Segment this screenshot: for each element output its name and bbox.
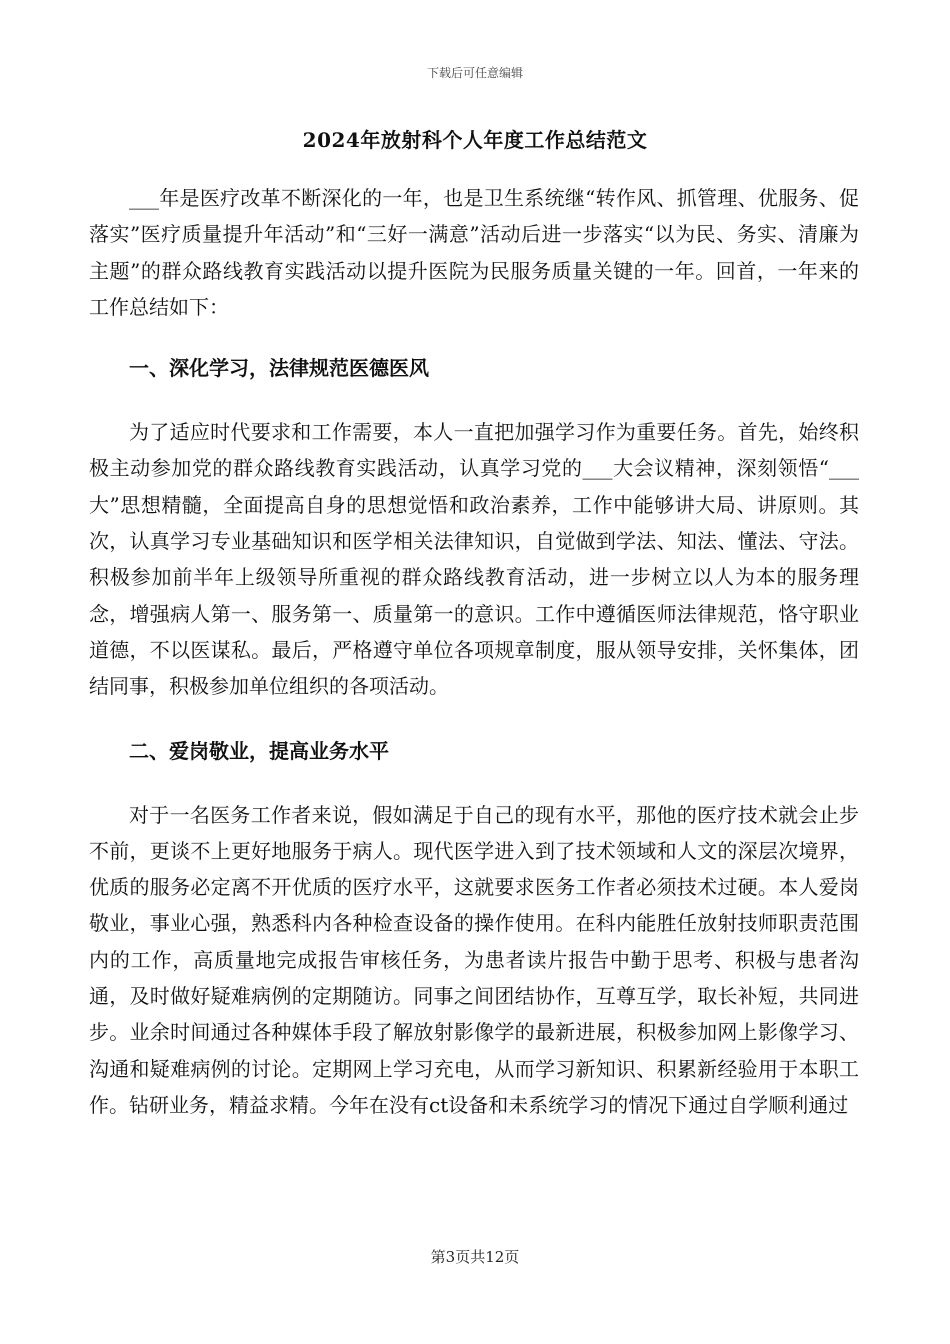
- header-note: 下载后可任意编辑: [426, 66, 523, 80]
- document-title: 2024年放射科个人年度工作总结范文: [302, 128, 648, 152]
- section-heading-2: 二、爱岗敬业，提高业务水平: [129, 738, 389, 763]
- section-1-paragraph: 为了适应时代要求和工作需要，本人一直把加强学习作为重要任务。首先，始终积极主动参加党的群众路线教育实践活动，认真学习党的___大会议精神，深刻领悟“___大”思想精髓，全面提高自身的思想觉悟和政治素养，工作中能够讲大局、讲原则。其次，认真学习专业基础知识和医学相关法律知识，自觉做到学法、知法、懂法、守法。积极参加前半年上级领导所重视的群众路线教育活动，进一步树立以人为本的服务理念，增强病人第一、服务第一、质量第一的意识。工作中遵循医师法律规范，恪守职业道德，不以医谋私。最后，严格遵守单位各项规章制度，服从领导安排，关怀集体，团结同事，积极参加单位组织的各项活动。: [89, 420, 859, 699]
- page-number: 第3页共12页: [430, 1248, 520, 1266]
- section-heading-1: 一、深化学习，法律规范医德医风: [129, 356, 429, 381]
- document-body: [89, 180, 859, 1123]
- intro-paragraph: ___年是医疗改革不断深化的一年，也是卫生系统继“转作风、抓管理、优服务、促落实”医疗质量提升年活动”和“三好一满意”活动后进一步落实“以为民、务实、清廉为主题”的群众路线教育实践活动以提升医院为民服务质量关键的一年。回首，一年来的工作总结如下：: [89, 186, 859, 319]
- section-2-paragraph: 对于一名医务工作者来说，假如满足于自己的现有水平，那他的医疗技术就会止步不前，更谈不上更好地服务于病人。现代医学进入到了技术领域和人文的深层次境界，优质的服务必定离不开优质的医疗水平，这就要求医务工作者必须技术过硬。本人爱岗敬业，事业心强，熟悉科内各种检查设备的操作使用。在科内能胜任放射技师职责范围内的工作，高质量地完成报告审核任务，为患者读片报告中勤于思考、积极与患者沟通，及时做好疑难病例的定期随访。同事之间团结协作，互尊互学，取长补短，共同进步。业余时间通过各种媒体手段了解放射影像学的最新进展，积极参加网上影像学习、沟通和疑难病例的讨论。定期网上学习充电，从而学习新知识、积累新经验用于本职工作。钻研业务，精益求精。今年在没有ct设备和未系统学习的情况下通过自学顺利通过: [89, 802, 859, 1117]
